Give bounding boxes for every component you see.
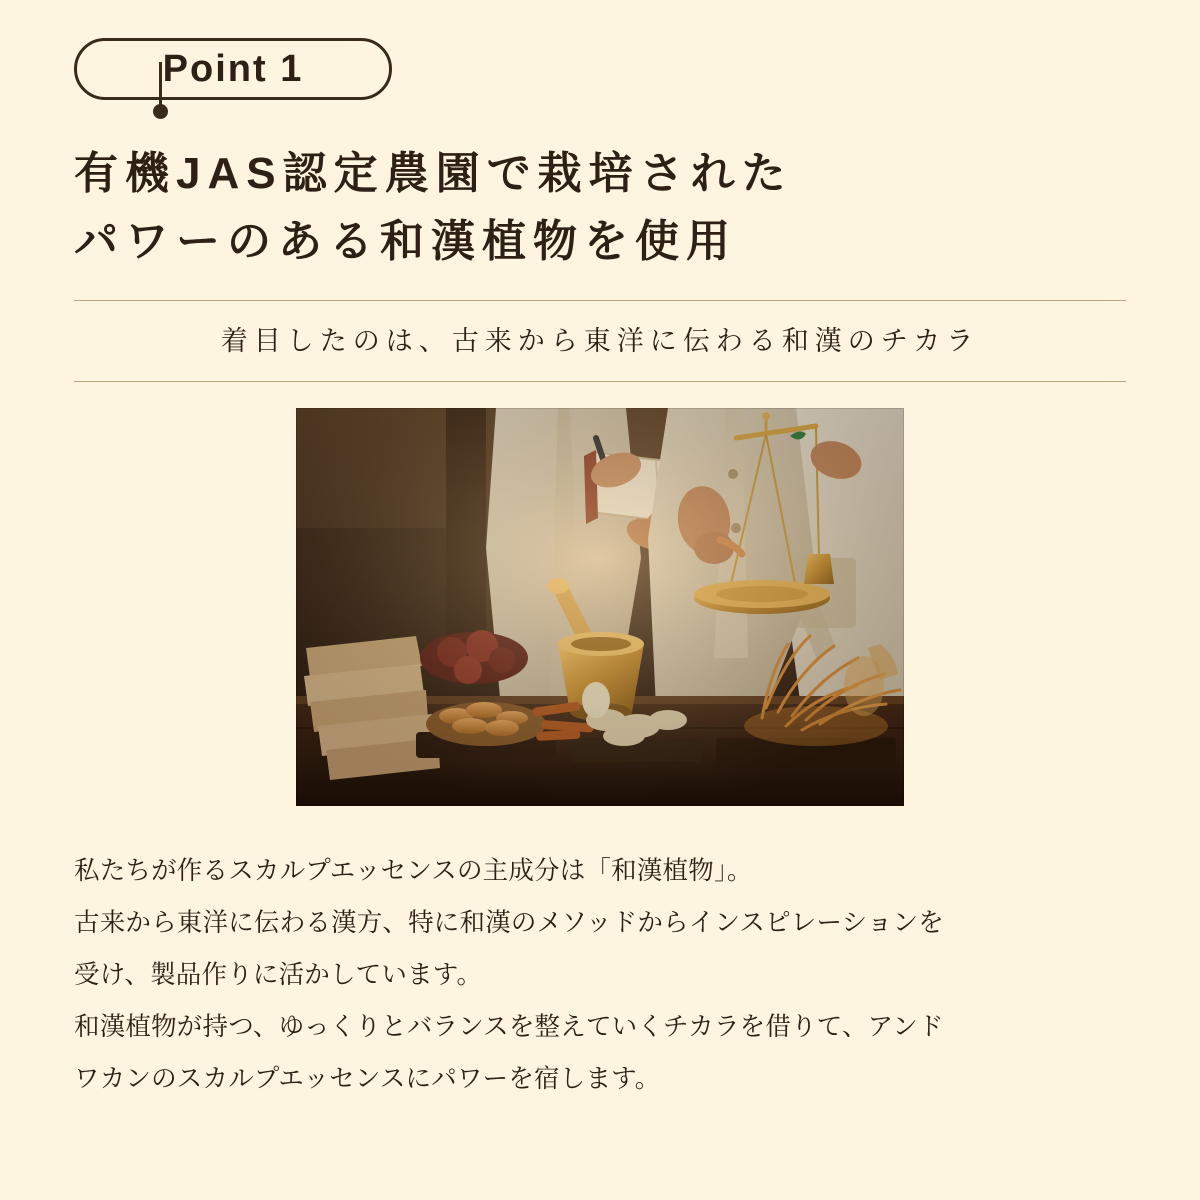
body-line-2: 古来から東洋に伝わる漢方、特に和漢のメソッドからインスピレーションを (74, 909, 944, 937)
point-badge-pill (74, 38, 392, 100)
body-line-1: 私たちが作るスカルプエッセンスの主成分は「和漢植物」。 (74, 857, 753, 885)
point-badge (74, 38, 392, 100)
subheadline-text: 着目したのは、古来から東洋に伝わる和漢のチカラ (220, 326, 980, 356)
badge-connector-dot (153, 104, 168, 119)
body-copy (74, 845, 1144, 1105)
headline-line-2: パワーのある和漢植物を使用 (74, 217, 737, 266)
divider-bottom (74, 381, 1126, 382)
kampo-herbs-scale-photo (296, 408, 904, 806)
point-badge-label: Point 1 (162, 48, 304, 90)
body-line-5: ワカンのスカルプエッセンスにパワーを宿します。 (74, 1065, 661, 1093)
body-line-4: 和漢植物が持つ、ゆっくりとバランスを整えていくチカラを借りて、アンド (74, 1013, 944, 1041)
subheadline-block (74, 300, 1126, 382)
page-title (74, 140, 1134, 276)
body-line-3: 受け、製品作りに活かしています。 (74, 961, 483, 989)
headline-line-1: 有機JAS認定農園で栽培された (74, 149, 793, 198)
badge-connector-line (159, 62, 162, 106)
